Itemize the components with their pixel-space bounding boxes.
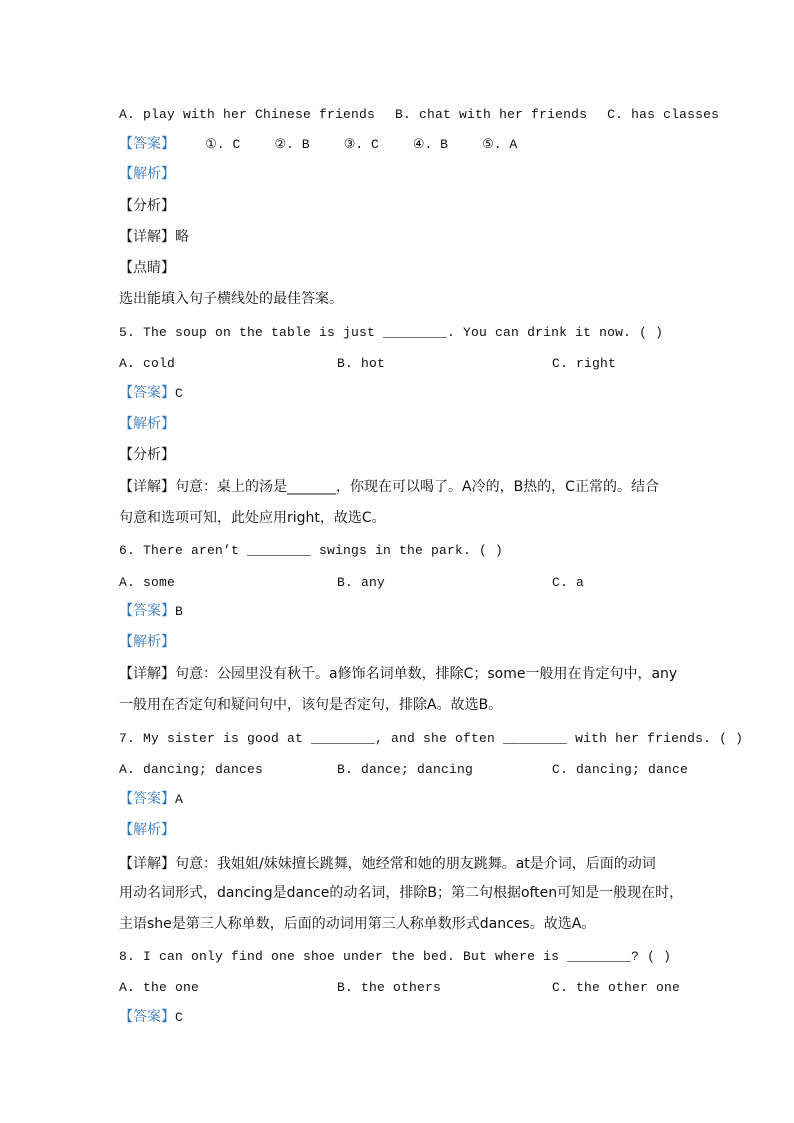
q8-question: 8. I can only find one shoe under the bed. But where is ________? ( ) xyxy=(119,949,672,964)
q4-detail-label: 【详解】 xyxy=(119,229,175,245)
q7-answer-row xyxy=(119,790,183,809)
answer-label: 【答案】 xyxy=(119,791,175,807)
q8-option-c: C. the other one xyxy=(552,980,681,995)
q4-option-b: B. chat with her friends xyxy=(395,107,588,122)
q7-detail-line-3: 主语she是第三人称单数，后面的动词用第三人称单数形式dances。故选A。 xyxy=(119,916,596,932)
q5-analysis-label: 【解析】 xyxy=(119,416,175,432)
q5-question: 5. The soup on the table is just ________. You can drink it now. ( ) xyxy=(119,325,664,340)
q4-answer-2: ②. B xyxy=(274,137,310,152)
q7-analysis-label: 【解析】 xyxy=(119,822,175,838)
q7-option-b: B. dance; dancing xyxy=(337,762,474,777)
answer-label: 【答案】 xyxy=(119,385,175,401)
q7-detail-line-1: 句意：我姐姐/妹妹擅长跳舞，她经常和她的朋友跳舞。at是介词，后面的动词 xyxy=(175,856,656,872)
q5-answer: C xyxy=(175,386,183,401)
answer-label: 【答案】 xyxy=(119,1009,175,1025)
q5-detail-line-2: 句意和选项可知，此处应用right，故选C。 xyxy=(119,510,386,526)
q7-detail-line-2: 用动名词形式，dancing是dance的动名词，排除B；第二句根据often可知是一般现在时， xyxy=(119,885,684,901)
q6-answer: B xyxy=(175,604,183,619)
q4-detail-row xyxy=(119,228,189,246)
q7-detail-label: 【详解】 xyxy=(119,856,175,872)
q5-detail-row-1 xyxy=(119,478,659,496)
q8-option-b: B. the others xyxy=(337,980,442,995)
q7-question: 7. My sister is good at ________, and she often ________ with her friends. ( ) xyxy=(119,731,744,746)
q7-answer: A xyxy=(175,792,183,807)
q6-option-c: C. a xyxy=(552,575,585,590)
q4-answer-5: ⑤. A xyxy=(482,137,518,152)
q4-answer-3: ③. C xyxy=(343,137,379,152)
q6-detail-label: 【详解】 xyxy=(119,666,175,682)
q8-answer: C xyxy=(175,1010,183,1025)
q4-detail-text: 略 xyxy=(175,229,189,245)
q7-detail-row-1 xyxy=(119,855,656,873)
q4-fenxi-label: 【分析】 xyxy=(119,198,175,214)
q4-dianjing-text: 选出能填入句子横线处的最佳答案。 xyxy=(119,291,343,307)
q4-answer-1: ①. C xyxy=(205,137,241,152)
q6-detail-line-2: 一般用在否定句和疑问句中，该句是否定句，排除A。故选B。 xyxy=(119,697,503,713)
q6-option-a: A. some xyxy=(119,575,176,590)
q6-analysis-label: 【解析】 xyxy=(119,634,175,650)
q5-answer-row xyxy=(119,384,183,403)
q8-answer-row xyxy=(119,1008,183,1027)
q6-question: 6. There aren’t ________ swings in the park. ( ) xyxy=(119,543,504,558)
q5-detail-label: 【详解】 xyxy=(119,479,175,495)
q4-analysis-label: 【解析】 xyxy=(119,166,175,182)
q6-detail-row-1 xyxy=(119,665,677,683)
q4-option-a: A. play with her Chinese friends xyxy=(119,107,376,122)
q4-option-c: C. has classes xyxy=(607,107,720,122)
q4-answer-4: ④. B xyxy=(412,137,448,152)
q5-option-a: A. cold xyxy=(119,356,176,371)
q7-option-c: C. dancing; dance xyxy=(552,762,689,777)
q8-option-a: A. the one xyxy=(119,980,200,995)
q6-option-b: B. any xyxy=(337,575,386,590)
q4-dianjing-label: 【点睛】 xyxy=(119,260,175,276)
q7-option-a: A. dancing; dances xyxy=(119,762,264,777)
q6-answer-row xyxy=(119,602,183,621)
answer-label: 【答案】 xyxy=(119,136,175,152)
q5-fenxi-label: 【分析】 xyxy=(119,447,175,463)
q5-option-b: B. hot xyxy=(337,356,386,371)
q6-detail-line-1: 句意：公园里没有秋千。a修饰名词单数，排除C；some一般用在肯定句中，any xyxy=(175,666,678,682)
answer-label: 【答案】 xyxy=(119,603,175,619)
q5-detail-line-1: 句意：桌上的汤是_______，你现在可以喝了。A冷的，B热的，C正常的。结合 xyxy=(175,479,659,495)
q4-answer-row xyxy=(119,135,517,154)
q4-options-row xyxy=(119,106,719,124)
q5-option-c: C. right xyxy=(552,356,617,371)
